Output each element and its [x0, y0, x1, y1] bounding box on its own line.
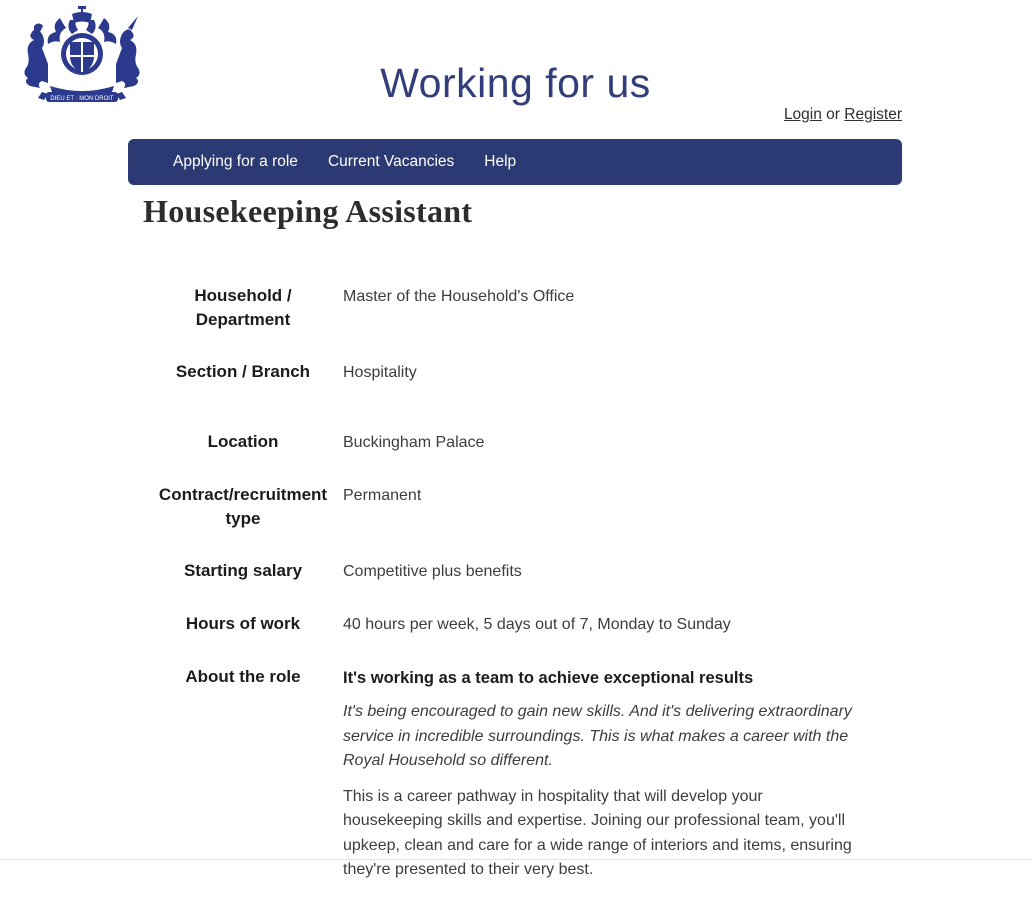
field-row-contract-type	[143, 483, 903, 531]
page-title: Housekeeping Assistant	[143, 193, 473, 229]
field-row-about-the-role	[143, 665, 903, 883]
about-the-role-content	[343, 665, 858, 883]
nav-item-current-vacancies[interactable]: Current Vacancies	[327, 153, 455, 170]
field-row-location	[143, 430, 903, 455]
field-label: Location	[207, 432, 279, 451]
field-value: Permanent	[343, 487, 422, 504]
nav-item-applying-for-a-role[interactable]: Applying for a role	[173, 153, 298, 170]
field-row-hours-of-work	[143, 612, 903, 637]
field-value: Master of the Household's Office	[343, 288, 575, 305]
field-row-section-branch	[143, 360, 903, 385]
nav-item-help[interactable]: Help	[484, 153, 517, 170]
auth-links	[784, 106, 902, 124]
vacancy-fields	[143, 284, 903, 883]
field-label: Household / Department	[194, 286, 292, 329]
register-link[interactable]: Register	[844, 106, 902, 123]
field-label: Section / Branch	[175, 362, 311, 381]
page-header	[0, 0, 1031, 139]
logo-motto-text: DIEU ET · MON DROIT	[50, 96, 114, 102]
vacancy-details	[143, 193, 903, 911]
field-label: About the role	[185, 667, 301, 686]
site-title: Working for us	[380, 60, 651, 106]
field-label: Hours of work	[185, 614, 301, 633]
field-label: Starting salary	[183, 561, 303, 580]
field-value: Competitive plus benefits	[343, 563, 522, 580]
field-value: Hospitality	[343, 364, 417, 381]
field-value: 40 hours per week, 5 days out of 7, Monday to Sunday	[343, 616, 731, 633]
field-value: Buckingham Palace	[343, 434, 485, 451]
login-link[interactable]: Login	[783, 106, 822, 123]
main-navigation	[128, 139, 902, 185]
field-label: Contract/recruitment type	[158, 485, 328, 528]
field-row-household-department	[143, 284, 903, 332]
about-italic-paragraph: It's being encouraged to gain new skills. And it's delivering extraordinary service in incredible surroundings. This is what makes a career with the Royal Household so different.	[343, 703, 852, 769]
about-heading: It's working as a team to achieve exceptional results	[343, 669, 754, 687]
field-row-starting-salary	[143, 559, 903, 584]
about-paragraph: This is a career pathway in hospitality that will develop your housekeeping skills and expertise. Joining our professional team, you'll upkeep, clean and care for a wide range of interiors and items, ensuring they're presented to their very best.	[343, 787, 852, 878]
auth-or-text: or	[821, 106, 845, 123]
